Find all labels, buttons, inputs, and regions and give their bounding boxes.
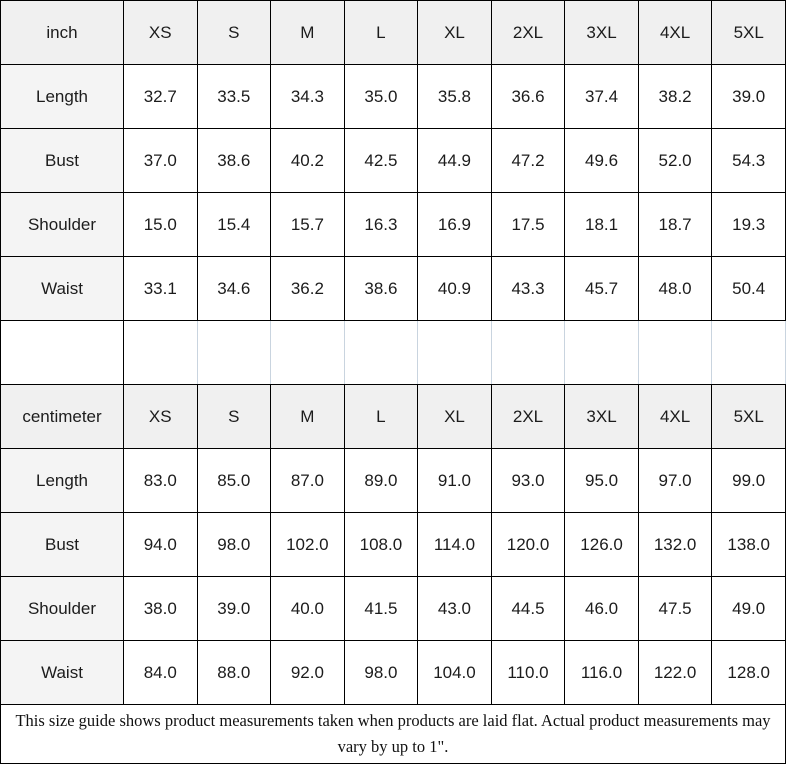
measurement-value-cell: 128.0 bbox=[712, 641, 786, 705]
measurement-value-cell: 34.3 bbox=[271, 65, 345, 129]
measurement-value-cell: 44.9 bbox=[418, 129, 492, 193]
measurement-value-cell: 45.7 bbox=[565, 257, 639, 321]
measurement-value-cell: 15.0 bbox=[124, 193, 198, 257]
footer-row bbox=[1, 705, 786, 764]
measurement-value-cell: 93.0 bbox=[491, 449, 565, 513]
measurement-value-cell: 122.0 bbox=[638, 641, 712, 705]
measurement-value-cell: 40.0 bbox=[271, 577, 345, 641]
size-header-cell: 2XL bbox=[491, 1, 565, 65]
measurement-value-cell: 43.0 bbox=[418, 577, 492, 641]
measurement-row bbox=[1, 449, 786, 513]
measurement-value-cell: 88.0 bbox=[197, 641, 271, 705]
spacer-cell bbox=[565, 321, 639, 385]
spacer-row bbox=[1, 321, 786, 385]
measurement-row bbox=[1, 193, 786, 257]
measurement-label: Waist bbox=[1, 257, 124, 321]
measurement-value-cell: 34.6 bbox=[197, 257, 271, 321]
spacer-cell bbox=[638, 321, 712, 385]
measurement-value-cell: 114.0 bbox=[418, 513, 492, 577]
measurement-row bbox=[1, 641, 786, 705]
size-header-cell: S bbox=[197, 1, 271, 65]
measurement-value-cell: 47.2 bbox=[491, 129, 565, 193]
measurement-value-cell: 35.0 bbox=[344, 65, 418, 129]
measurement-value-cell: 38.6 bbox=[344, 257, 418, 321]
size-header-cell: S bbox=[197, 385, 271, 449]
measurement-value-cell: 116.0 bbox=[565, 641, 639, 705]
measurement-value-cell: 43.3 bbox=[491, 257, 565, 321]
size-header-cell: M bbox=[271, 385, 345, 449]
measurement-value-cell: 52.0 bbox=[638, 129, 712, 193]
measurement-value-cell: 94.0 bbox=[124, 513, 198, 577]
measurement-value-cell: 39.0 bbox=[197, 577, 271, 641]
spacer-cell bbox=[197, 321, 271, 385]
measurement-value-cell: 44.5 bbox=[491, 577, 565, 641]
spacer-cell bbox=[124, 321, 198, 385]
measurement-value-cell: 84.0 bbox=[124, 641, 198, 705]
measurement-value-cell: 37.0 bbox=[124, 129, 198, 193]
measurement-value-cell: 37.4 bbox=[565, 65, 639, 129]
measurement-value-cell: 15.4 bbox=[197, 193, 271, 257]
measurement-value-cell: 83.0 bbox=[124, 449, 198, 513]
spacer-cell bbox=[271, 321, 345, 385]
size-guide-note: This size guide shows product measurements taken when products are laid flat. Actual product measurements may vary by up to 1". bbox=[1, 705, 786, 764]
measurement-value-cell: 126.0 bbox=[565, 513, 639, 577]
measurement-value-cell: 42.5 bbox=[344, 129, 418, 193]
measurement-label: Bust bbox=[1, 129, 124, 193]
measurement-label: Waist bbox=[1, 641, 124, 705]
measurement-value-cell: 39.0 bbox=[712, 65, 786, 129]
measurement-value-cell: 97.0 bbox=[638, 449, 712, 513]
measurement-value-cell: 48.0 bbox=[638, 257, 712, 321]
size-guide-table-body bbox=[1, 1, 786, 764]
measurement-value-cell: 38.6 bbox=[197, 129, 271, 193]
measurement-value-cell: 38.2 bbox=[638, 65, 712, 129]
measurement-label: Length bbox=[1, 449, 124, 513]
measurement-value-cell: 36.2 bbox=[271, 257, 345, 321]
measurement-value-cell: 41.5 bbox=[344, 577, 418, 641]
measurement-value-cell: 89.0 bbox=[344, 449, 418, 513]
size-header-cell: XL bbox=[418, 385, 492, 449]
measurement-value-cell: 40.9 bbox=[418, 257, 492, 321]
measurement-value-cell: 18.7 bbox=[638, 193, 712, 257]
measurement-value-cell: 16.9 bbox=[418, 193, 492, 257]
measurement-value-cell: 120.0 bbox=[491, 513, 565, 577]
measurement-value-cell: 50.4 bbox=[712, 257, 786, 321]
size-header-cell: 5XL bbox=[712, 385, 786, 449]
measurement-value-cell: 102.0 bbox=[271, 513, 345, 577]
measurement-value-cell: 85.0 bbox=[197, 449, 271, 513]
measurement-value-cell: 132.0 bbox=[638, 513, 712, 577]
measurement-value-cell: 91.0 bbox=[418, 449, 492, 513]
measurement-value-cell: 38.0 bbox=[124, 577, 198, 641]
size-header-cell: 4XL bbox=[638, 385, 712, 449]
measurement-label: Bust bbox=[1, 513, 124, 577]
size-header-cell: L bbox=[344, 385, 418, 449]
measurement-value-cell: 32.7 bbox=[124, 65, 198, 129]
measurement-row bbox=[1, 513, 786, 577]
measurement-value-cell: 104.0 bbox=[418, 641, 492, 705]
size-header-cell: 4XL bbox=[638, 1, 712, 65]
measurement-value-cell: 47.5 bbox=[638, 577, 712, 641]
size-header-cell: XL bbox=[418, 1, 492, 65]
measurement-value-cell: 16.3 bbox=[344, 193, 418, 257]
spacer-cell bbox=[491, 321, 565, 385]
measurement-value-cell: 95.0 bbox=[565, 449, 639, 513]
measurement-value-cell: 15.7 bbox=[271, 193, 345, 257]
measurement-value-cell: 87.0 bbox=[271, 449, 345, 513]
measurement-value-cell: 19.3 bbox=[712, 193, 786, 257]
measurement-label: Length bbox=[1, 65, 124, 129]
measurement-value-cell: 17.5 bbox=[491, 193, 565, 257]
spacer-label-cell bbox=[1, 321, 124, 385]
measurement-value-cell: 35.8 bbox=[418, 65, 492, 129]
measurement-value-cell: 54.3 bbox=[712, 129, 786, 193]
spacer-cell bbox=[344, 321, 418, 385]
measurement-value-cell: 33.1 bbox=[124, 257, 198, 321]
measurement-value-cell: 99.0 bbox=[712, 449, 786, 513]
measurement-row bbox=[1, 577, 786, 641]
size-header-cell: M bbox=[271, 1, 345, 65]
measurement-row bbox=[1, 257, 786, 321]
size-header-cell: 5XL bbox=[712, 1, 786, 65]
measurement-label: Shoulder bbox=[1, 577, 124, 641]
measurement-value-cell: 138.0 bbox=[712, 513, 786, 577]
measurement-label: Shoulder bbox=[1, 193, 124, 257]
spacer-cell bbox=[712, 321, 786, 385]
measurement-value-cell: 108.0 bbox=[344, 513, 418, 577]
measurement-value-cell: 46.0 bbox=[565, 577, 639, 641]
size-header-cell: L bbox=[344, 1, 418, 65]
measurement-value-cell: 49.0 bbox=[712, 577, 786, 641]
unit-header-row-inch bbox=[1, 1, 786, 65]
measurement-value-cell: 110.0 bbox=[491, 641, 565, 705]
size-header-cell: 3XL bbox=[565, 385, 639, 449]
measurement-row bbox=[1, 65, 786, 129]
measurement-value-cell: 33.5 bbox=[197, 65, 271, 129]
unit-cell-inch: inch bbox=[1, 1, 124, 65]
size-header-cell: 3XL bbox=[565, 1, 639, 65]
measurement-value-cell: 18.1 bbox=[565, 193, 639, 257]
measurement-value-cell: 98.0 bbox=[344, 641, 418, 705]
measurement-row bbox=[1, 129, 786, 193]
unit-header-row-centimeter bbox=[1, 385, 786, 449]
measurement-value-cell: 92.0 bbox=[271, 641, 345, 705]
size-header-cell: 2XL bbox=[491, 385, 565, 449]
measurement-value-cell: 36.6 bbox=[491, 65, 565, 129]
size-header-cell: XS bbox=[124, 1, 198, 65]
spacer-cell bbox=[418, 321, 492, 385]
measurement-value-cell: 49.6 bbox=[565, 129, 639, 193]
unit-cell-centimeter: centimeter bbox=[1, 385, 124, 449]
size-header-cell: XS bbox=[124, 385, 198, 449]
measurement-value-cell: 40.2 bbox=[271, 129, 345, 193]
measurement-value-cell: 98.0 bbox=[197, 513, 271, 577]
